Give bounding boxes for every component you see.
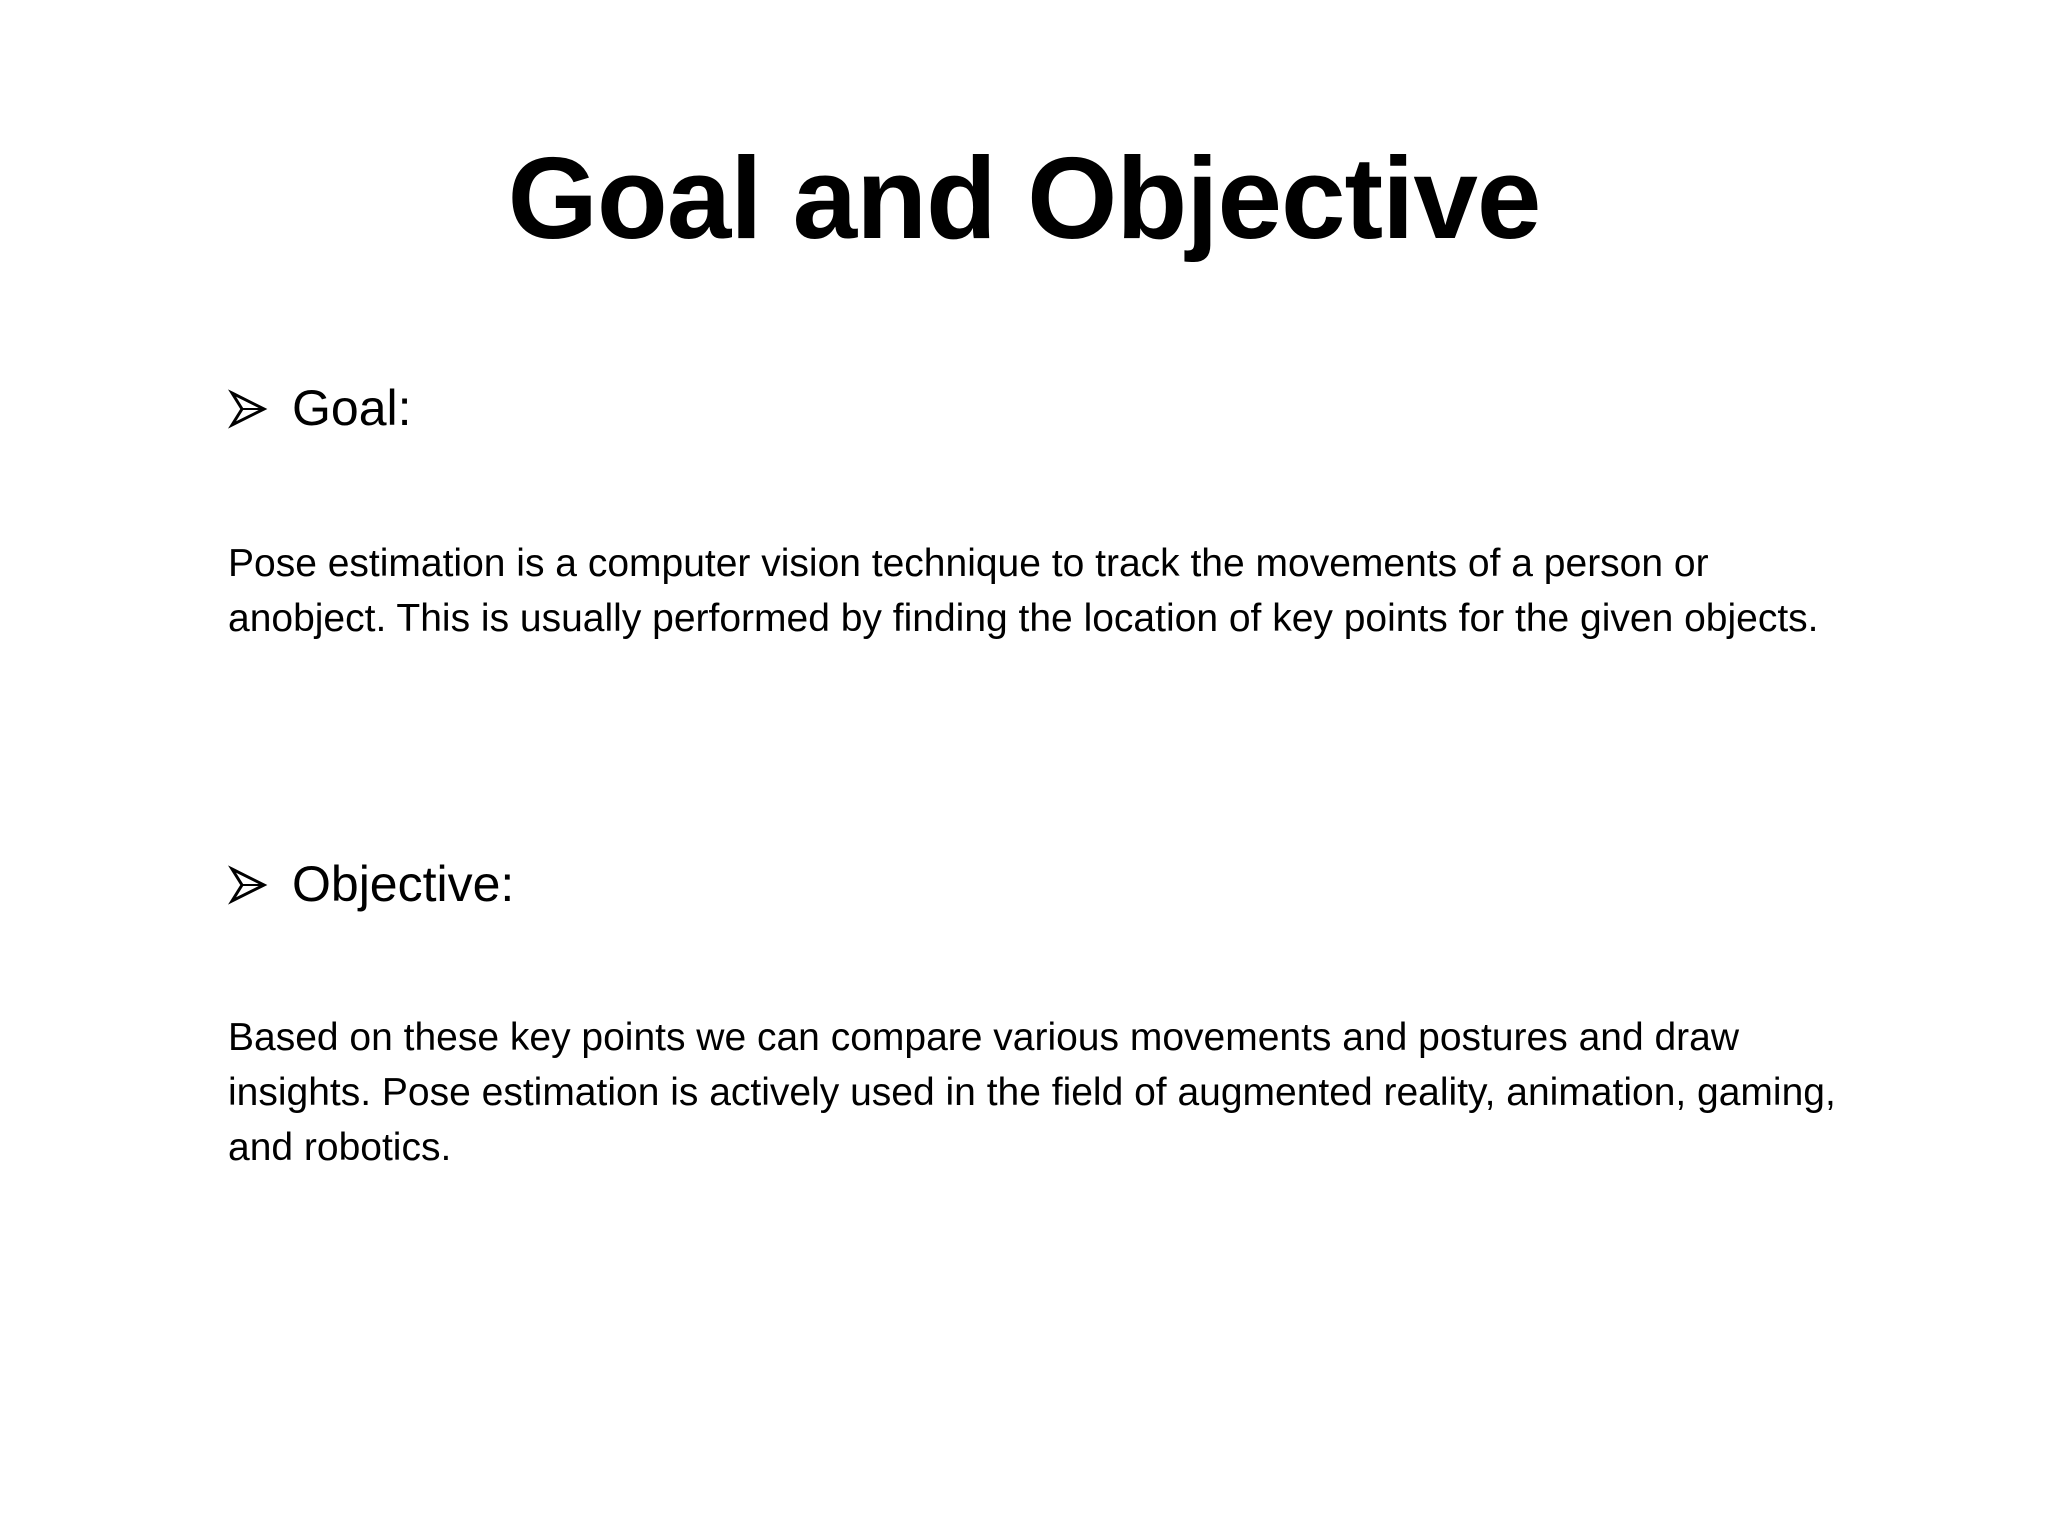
slide-title: Goal and Objective xyxy=(507,133,1541,263)
goal-paragraph: Pose estimation is a computer vision technique to track the movements of a person or anobject. This is usually performed by finding the location of key points for the given objects. xyxy=(228,542,1819,640)
objective-heading-label: Objective: xyxy=(292,856,515,912)
objective-heading xyxy=(228,852,514,916)
arrow-bullet-icon xyxy=(228,389,268,429)
arrow-bullet-icon xyxy=(228,865,268,905)
goal-heading xyxy=(228,376,412,440)
objective-paragraph: Based on these key points we can compare various movements and postures and draw insights. Pose estimation is actively used in the field of augmented reality, animation, gaming, and robotics. xyxy=(228,1016,1836,1169)
goal-heading-label: Goal: xyxy=(292,380,412,436)
